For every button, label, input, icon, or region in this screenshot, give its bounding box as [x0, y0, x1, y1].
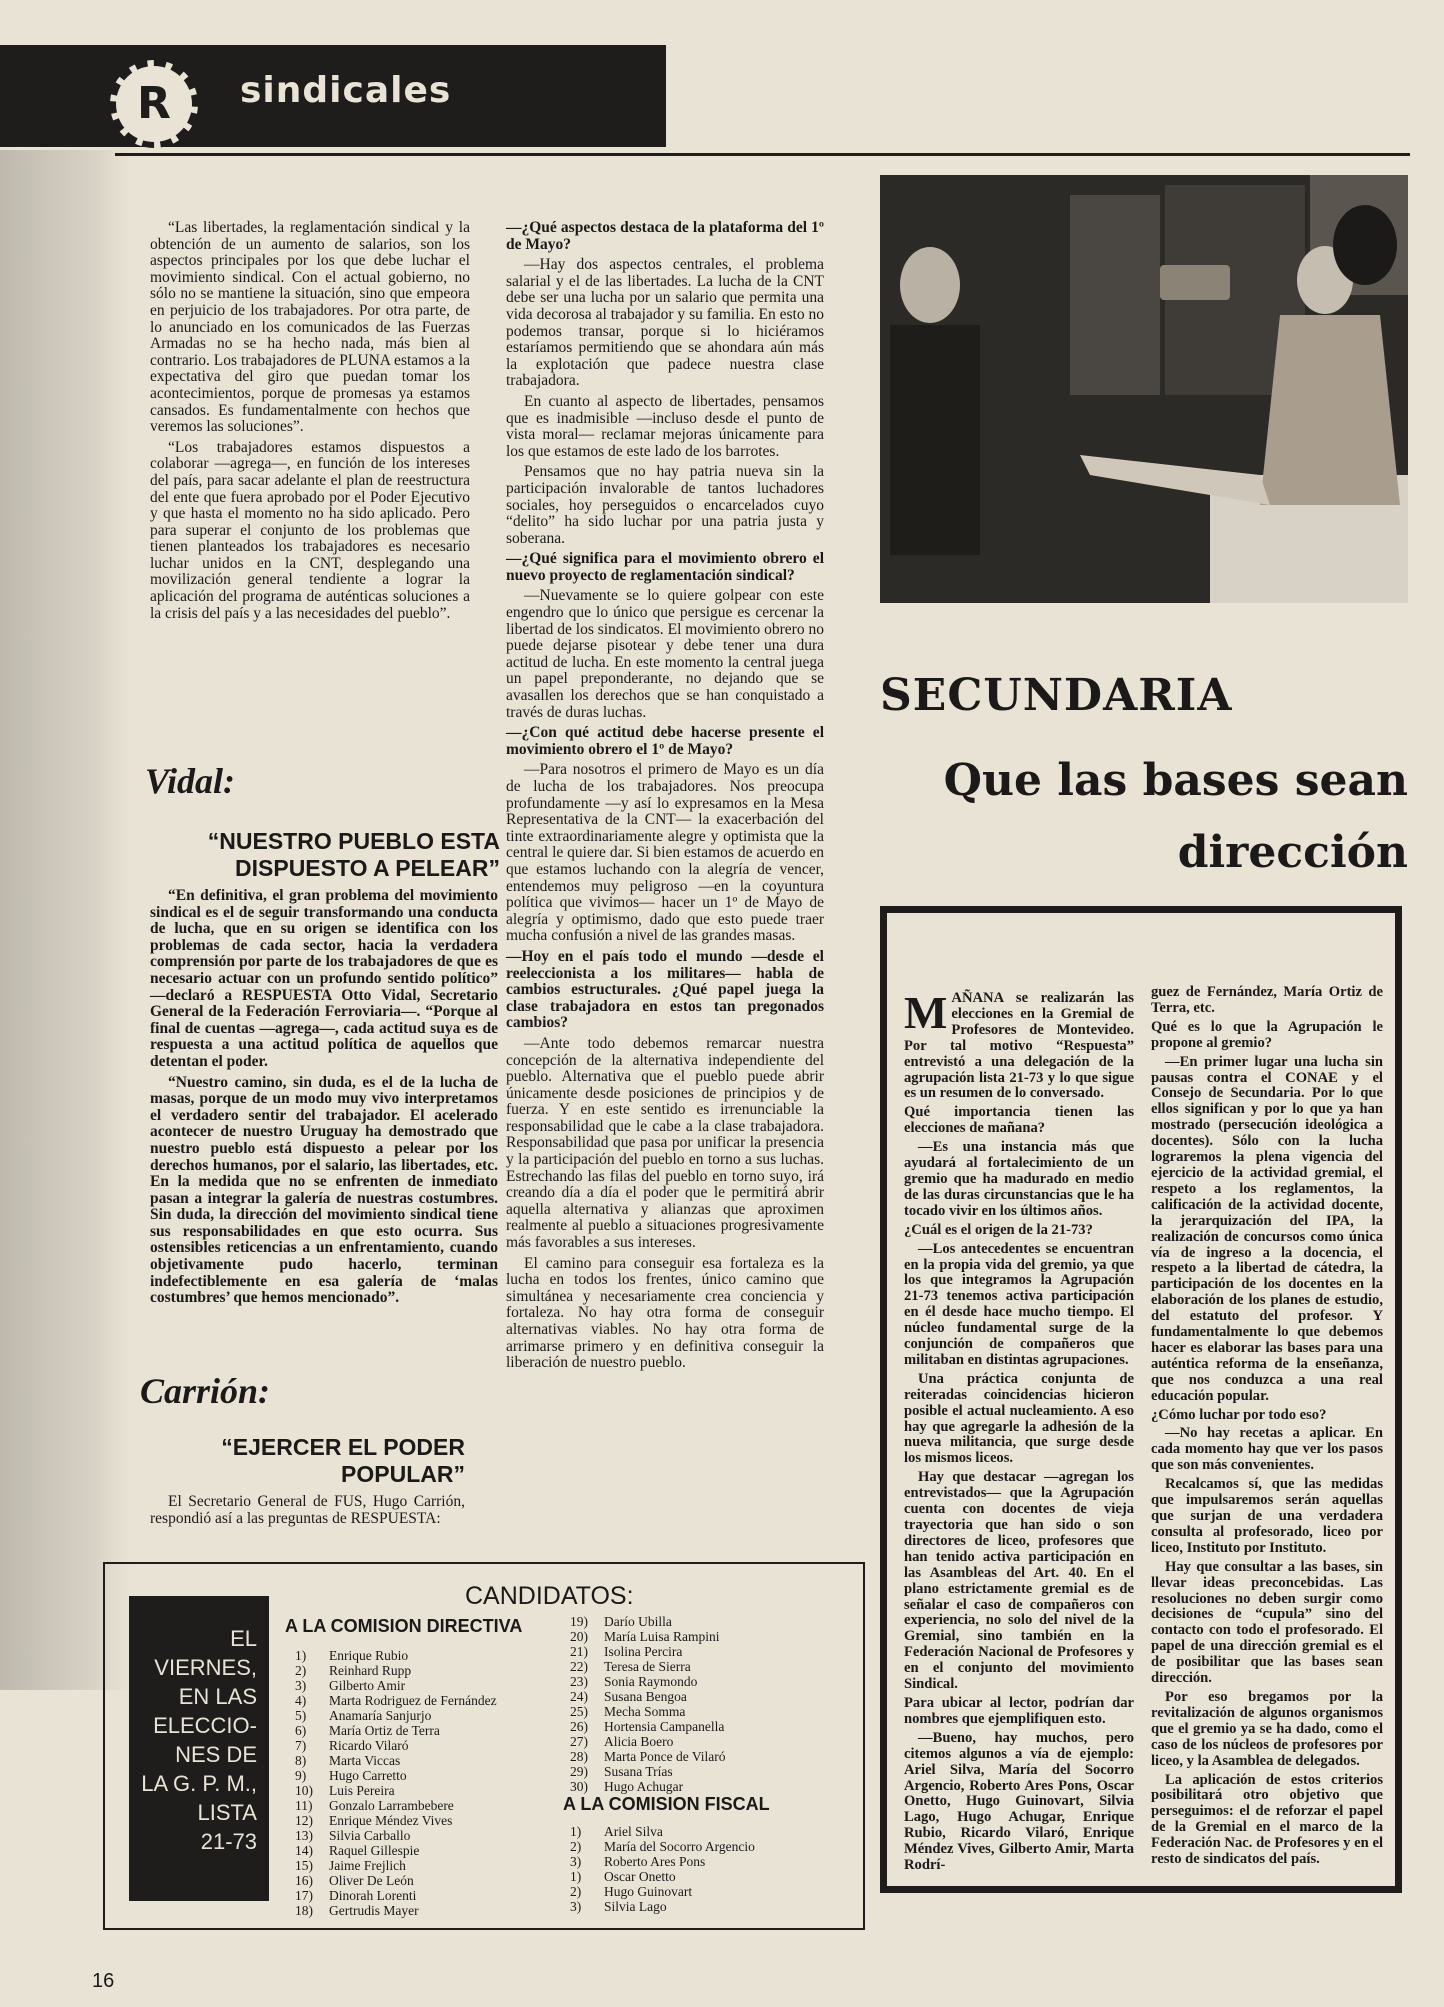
notice-line: EN LAS [178, 1684, 257, 1709]
candidate-number: 27) [570, 1734, 588, 1749]
page-number: 16 [92, 1970, 115, 1992]
candidate-number: 18) [295, 1903, 313, 1918]
answer [904, 1372, 1134, 1467]
list-item [295, 1678, 545, 1693]
text: Qué importancia tienen las elecciones de mañana? [904, 1104, 1134, 1137]
candidate-name: Gonzalo Larrambebere [329, 1798, 454, 1813]
question [904, 1105, 1134, 1137]
list-item [295, 1723, 545, 1738]
question [904, 1696, 1134, 1728]
question: —¿Con qué actitud debe hacerse presente el movimiento obrero el 1º de Mayo? [506, 724, 824, 758]
notice-line: ELECCIO- [153, 1713, 257, 1738]
candidate-number: 5) [295, 1708, 307, 1723]
question: —¿Qué aspectos destaca de la plataforma del 1º de Mayo? [506, 219, 824, 253]
candidate-name: Oscar Onetto [604, 1869, 676, 1884]
candidate-name: Marta Viccas [329, 1753, 401, 1768]
candidate-name: Darío Ubilla [604, 1614, 672, 1629]
notice-line: NES DE [175, 1742, 257, 1767]
list-item [295, 1753, 545, 1768]
list-item [295, 1828, 545, 1843]
list-item [570, 1734, 840, 1749]
candidates-box [103, 1562, 865, 1930]
notice-line: EL [230, 1626, 257, 1651]
list-item [295, 1873, 545, 1888]
candidate-number: 2) [570, 1884, 582, 1899]
list-item [295, 1738, 545, 1753]
candidate-name: Luis Pereira [329, 1783, 395, 1798]
candidate-number: 6) [295, 1723, 307, 1738]
candidate-name: Susana Bengoa [604, 1689, 687, 1704]
answer: En cuanto al aspecto de libertades, pensamos que es inadmisible —incluso desde el punto de vista moral— reclamar mejoras únicamente para los que estamos de este lado de los barrotes. [506, 392, 824, 460]
answer [904, 1731, 1134, 1874]
election-notice [129, 1596, 269, 1901]
list-item [570, 1764, 840, 1779]
candidate-name: Hortensia Campanella [604, 1719, 725, 1734]
vidal-headline: “NUESTRO PUEBLO ESTA DISPUESTO A PELEAR” [207, 828, 500, 881]
candidate-number: 1) [295, 1648, 307, 1663]
candidate-number: 7) [295, 1738, 307, 1753]
list-item [570, 1704, 840, 1719]
list-item [295, 1783, 545, 1798]
magazine-logo [110, 60, 198, 148]
drop-cap: M [904, 987, 948, 1038]
text: —No hay recetas a aplicar. En cada momento hay que ver los pasos que son más convenientes. [1151, 1425, 1383, 1474]
candidate-name: Hugo Achugar [604, 1779, 684, 1794]
text: —Es una instancia más que ayudará al fortalecimiento de un gremio que ha madurado en medio de las duras circunstancias que le ha tocado vivir en los últimos años. [904, 1139, 1134, 1219]
candidate-number: 12) [295, 1813, 313, 1828]
list-item [570, 1629, 840, 1644]
candidate-number: 21) [570, 1644, 588, 1659]
fiscal-list [570, 1824, 860, 1914]
answer: —Para nosotros el primero de Mayo es un día de lucha de los trabajadores. Nos preocupa profundamente —y así lo expresamos en la Mesa Representativa de la CNT— la exacerbación del tinte extraordinariamente alegre y optimista que la central le quiere dar. Si bien estamos de acuerdo en que estamos luchando con la alegría de vencer, entendemos muy peligroso —en la coyuntura política que vivimos— hacer un 1º de Mayo de alegría y optimismo, dado que esto puede traer mucha confusión a nivel de las grandes masas. [506, 761, 824, 945]
candidate-name: Enrique Rubio [329, 1648, 409, 1663]
candidate-name: Raquel Gillespie [329, 1843, 420, 1858]
header-rule [115, 153, 1410, 156]
candidate-number: 1) [570, 1869, 582, 1884]
candidate-name: Gertrudis Mayer [329, 1903, 419, 1918]
candidate-name: Anamaría Sanjurjo [329, 1708, 432, 1723]
candidate-number: 17) [295, 1888, 313, 1903]
list-item [570, 1644, 840, 1659]
candidate-number: 23) [570, 1674, 588, 1689]
question [904, 1223, 1134, 1239]
list-item [295, 1693, 545, 1708]
list-item [570, 1749, 840, 1764]
interview-photo [880, 175, 1408, 603]
candidate-name: Dinorah Lorenti [329, 1888, 417, 1903]
candidate-number: 1) [570, 1824, 582, 1839]
paragraph: “Los trabajadores estamos dispuestos a colaborar —agrega—, en función de los intereses del país, para sacar adelante el plan de reestructura del ente que fuera aprobado por el Poder Ejecutivo y que hasta el momento no ha sido aplicado. Pero para superar el conjunto de los problemas que tienen planteados los trabajadores es necesario luchar unidos en la CNT, desplegando una movilización general tendiente a lograr la aplicación del programa de auténticas soluciones a la crisis del país y a las necesidades del pueblo”. [150, 438, 470, 622]
directiva-list-2 [570, 1614, 840, 1794]
candidate-number: 14) [295, 1843, 313, 1858]
candidate-name: Ariel Silva [604, 1824, 663, 1839]
candidate-number: 16) [295, 1873, 313, 1888]
candidate-name: Gilberto Amir [329, 1678, 406, 1693]
vidal-body: “Nuestro camino, sin duda, es el de la lucha de masas, porque de un modo muy vivo interpretamos el verdadero sentir del trabajador. El acelerado acontecer de nuestro Uruguay ha demostrado que nuestro pueblo está dispuesto a pelear por los derechos humanos, por el salario, las libertades, etc. En la medida que no se enfrenten de inmediato pasan a integrar la galería de nuestras costumbres. Sin duda, la dirección del movimiento sindical tiene sus responsabilidades en que esto ocurra. Sus ostensibles reticencias a un enfrentamiento, cuando objetivamente pudo hacerlo, terminan indefectiblemente en esa galería de ‘malas costumbres’ que hemos mencionado”. [150, 1073, 498, 1307]
question [1151, 1408, 1383, 1424]
list-item [295, 1843, 545, 1858]
question [1151, 1020, 1383, 1052]
candidate-number: 24) [570, 1689, 588, 1704]
list-item [570, 1779, 840, 1794]
logo-letter: R [137, 78, 171, 129]
notice-line: VIERNES, [154, 1655, 257, 1680]
answer [1151, 1477, 1383, 1557]
candidate-number: 13) [295, 1828, 313, 1843]
text: Qué es lo que la Agrupación le propone al gremio? [1151, 1018, 1383, 1051]
article-headline: Que las bases sean dirección [943, 755, 1408, 878]
list-item [570, 1824, 860, 1839]
candidate-name: Mecha Somma [604, 1704, 686, 1719]
answer: El camino para conseguir esa fortaleza es la lucha en todos los frentes, único camino que simultánea y necesariamente crea conciencia y fortaleza. No hay otra forma de conseguir alternativas viables. No hay otra forma de arrimarse primero y en definitiva conseguir la liberación de nuestro pueblo. [506, 1254, 824, 1372]
candidate-number: 15) [295, 1858, 313, 1873]
candidate-name: Marta Ponce de Vilaró [604, 1749, 726, 1764]
candidate-number: 11) [295, 1798, 313, 1813]
candidate-name: Hugo Carretto [329, 1768, 407, 1783]
text: La aplicación de estos criterios posibilitará otro objetivo que perseguimos: el de reforzar el papel de la Gremial en el marco de la Federación Nac. de Profesores y en el resto de sindicatos del país. [1151, 1771, 1383, 1868]
carrion-headline: “EJERCER EL PODER POPULAR” [221, 1434, 465, 1487]
list-item [570, 1884, 860, 1899]
candidate-name: Sonia Raymondo [604, 1674, 698, 1689]
text: AÑANA se realizarán las elecciones en la Gremial de Profesores de Montevideo. Por tal motivo “Respuesta” entrevistó a una delegación de la agrupación lista 21-73 y lo que sigue es un resumen de lo conversado. [904, 990, 1134, 1102]
candidate-number: 2) [295, 1663, 307, 1678]
candidate-name: Silvia Carballo [329, 1828, 411, 1843]
candidate-number: 4) [295, 1693, 307, 1708]
box-column-2 [1151, 985, 1383, 1871]
candidate-number: 20) [570, 1629, 588, 1644]
answer [1151, 1560, 1383, 1687]
box-column-1 [904, 987, 1134, 1877]
candidate-name: Hugo Guinovart [604, 1884, 693, 1899]
page-edge-shadow [0, 150, 130, 1690]
section-label: sindicales [240, 70, 452, 111]
candidate-number: 26) [570, 1719, 588, 1734]
text: —En primer lugar una lucha sin pausas contra el CONAE y el Consejo de Secundaria. Por lo que ellos significan y por lo que ya han mostrado (persecución ideológica a docentes). Sólo con la lucha lograremos la plena vigencia del ejercicio de la actividad gremial, el respeto a los reglamentos, la calificación de la actividad docente, la jerarquización del IPA, la realización de concursos como única vía de ingreso a la docencia, el respeto a la libertad de cátedra, la participación de los docentes en la elaboración de los planes de estudio, del estatuto del profesor. Y fundamentalmente lo que debemos hacer es elaborar las bases para una auténtica reforma de la enseñanza, que nos conduzca a una real educación popular. [1151, 1053, 1383, 1404]
carrion-intro [150, 1494, 465, 1531]
vidal-text [150, 888, 498, 1311]
notice-line: LA G. P. M., [141, 1771, 257, 1796]
candidate-number: 30) [570, 1779, 588, 1794]
answer [904, 1242, 1134, 1369]
candidate-number: 19) [570, 1614, 588, 1629]
list-item [295, 1858, 545, 1873]
article-kicker: SECUNDARIA [880, 670, 1233, 721]
directiva-title: A LA COMISION DIRECTIVA [285, 1616, 523, 1636]
question: —Hoy en el país todo el mundo —desde el reeleccionista a los militares— habla de cambios estructurales. ¿Qué papel juega la clase trabajadora en estos tan pregonados cambios? [506, 947, 824, 1032]
list-item [295, 1813, 545, 1828]
list-item [570, 1839, 860, 1854]
answer [904, 1470, 1134, 1693]
list-item [570, 1659, 840, 1674]
text: Por eso bregamos por la revitalización de algunos organismos que el gremio ya se ha dado, como el caso de los núcleos de profesores por liceo, y la Asamblea de delegados. [1151, 1688, 1383, 1769]
list-item [295, 1768, 545, 1783]
candidate-name: Marta Rodriguez de Fernández [329, 1693, 497, 1708]
candidate-name: Enrique Méndez Vives [329, 1813, 453, 1828]
list-item [295, 1903, 545, 1918]
text: —Los antecedentes se encuentran en la propia vida del gremio, ya que los que integramos la Agrupación 21-73 tenemos activa participación en él desde hace mucho tiempo. El núcleo fundamental surge de la conjunción de compañeros que militaban en distintas agrupaciones. [904, 1240, 1134, 1368]
interview-box [880, 906, 1402, 1893]
candidate-number: 2) [570, 1839, 582, 1854]
candidate-name: Roberto Ares Pons [604, 1854, 706, 1869]
list-item [295, 1648, 545, 1663]
text: Una práctica conjunta de reiteradas coincidencias hicieron posible el actual nucleamiento. A eso hay que agregarle la adhesión de la nueva militancia, que surge desde los mismos liceos. [904, 1370, 1134, 1467]
answer: —Hay dos aspectos centrales, el problema salarial y el de las libertades. La lucha de la CNT debe ser una lucha por un salario que permita una vida decorosa al trabajador y su familia. En esto no podemos transar, porque si lo hiciéramos estaríamos permitiendo que se ahondara aún más la explotación que padece nuestra clase trabajadora. [506, 256, 824, 390]
candidate-name: Alicia Boero [604, 1734, 674, 1749]
carrion-intro-text: El Secretario General de FUS, Hugo Carrión, respondió así a las preguntas de RESPUESTA: [150, 1493, 465, 1527]
candidate-name: Jaime Frejlich [329, 1858, 406, 1873]
column-1 [150, 220, 470, 626]
list-item [295, 1888, 545, 1903]
candidates-title: CANDIDATOS: [465, 1582, 634, 1610]
text: Hay que destacar —agregan los entrevistados— que la Agrupación cuenta con docentes de vieja trayectoria que han sido o son directores de liceo, profesores que han tenido activa participación en las Asambleas del Art. 40. En el plano estrictamente gremial es de señalar el caso de compañeros con experiencia, no solo del nivel de la Gremial, sino también en la Federación Nacional de Profesores y en el conjunto del movimiento Sindical. [904, 1469, 1134, 1693]
candidate-number: 3) [570, 1899, 582, 1914]
candidate-number: 28) [570, 1749, 588, 1764]
list-item [570, 1899, 860, 1914]
vidal-lead: “En definitiva, el gran problema del movimiento sindical es el de seguir transformando una conducta de lucha, que en su origen se identifica con los problemas de cada sector, hacia la verdadera comprensión por parte de los trabajadores de que es necesario actuar con un profundo sentido político” —declaró a RESPUESTA Otto Vidal, Secretario General de la Federación Ferroviaria—. “Porque al final de cuentas —agrega—, cada actitud suya es de respuesta a una actitud política de aquellos que detentan el poder. [150, 887, 498, 1070]
text: Recalcamos sí, que las medidas que impulsaremos serán aquellas que surjan de una verdadera consulta al profesorado, liceo por liceo, Instituto por Instituto. [1151, 1476, 1383, 1556]
candidate-number: 25) [570, 1704, 588, 1719]
list-item [570, 1869, 860, 1884]
directiva-list-1 [295, 1648, 545, 1918]
answer [1151, 1773, 1383, 1868]
candidate-number: 9) [295, 1768, 307, 1783]
list-item [570, 1689, 840, 1704]
candidate-name: Silvia Lago [604, 1899, 667, 1914]
question: —¿Qué significa para el movimiento obrero el nuevo proyecto de reglamentación sindical? [506, 550, 824, 584]
candidate-number: 3) [570, 1854, 582, 1869]
candidate-name: Reinhard Rupp [329, 1663, 412, 1678]
column-2 [506, 220, 824, 1376]
list-item [570, 1674, 840, 1689]
candidate-name: María Ortiz de Terra [329, 1723, 440, 1738]
text: —Bueno, hay muchos, pero citemos algunos a vía de ejemplo: Ariel Silva, María del Socorro Argencio, Roberto Ares Pons, Oscar Onetto, Hugo Guinovart, Silvia Lago, Hugo Achugar, Enrique Rubio, Ricardo Vilaró, Enrique Méndez Vives, Gilberto Amir, Marta Rodrí- [904, 1729, 1134, 1874]
candidate-number: 22) [570, 1659, 588, 1674]
candidate-name: María Luisa Rampini [604, 1629, 720, 1644]
answer [904, 1140, 1134, 1220]
candidate-number: 8) [295, 1753, 307, 1768]
answer [1151, 985, 1383, 1017]
list-item [295, 1708, 545, 1723]
candidate-number: 10) [295, 1783, 313, 1798]
candidate-name: Susana Trías [604, 1764, 673, 1779]
answer [1151, 1055, 1383, 1405]
notice-line: 21-73 [200, 1829, 257, 1854]
speaker-vidal: Vidal: [145, 761, 236, 801]
candidate-number: 29) [570, 1764, 588, 1779]
text: ¿Cómo luchar por todo eso? [1151, 1406, 1327, 1423]
answer: —Nuevamente se lo quiere golpear con este engendro que lo único que persigue es cercenar la libertad de los sindicatos. El movimiento obrero no puede dejarse pisotear y debe tener una dura actitud de lucha. En este momento la central juega un papel preponderante, no dejando que se avasallen los derechos que se han conquistado a través de duras luchas. [506, 587, 824, 721]
list-item [295, 1798, 545, 1813]
speaker-carrion: Carrión: [140, 1371, 271, 1411]
answer: Pensamos que no hay patria nueva sin la participación invalorable de tantos luchadores sociales, hoy perseguidos o encarcelados cuyo “delito” ha sido luchar por una patria justa y soberana. [506, 463, 824, 547]
text: ¿Cuál es el origen de la 21-73? [904, 1221, 1093, 1238]
list-item [570, 1854, 860, 1869]
candidate-name: Teresa de Sierra [604, 1659, 691, 1674]
list-item [570, 1614, 840, 1629]
photo-illustration [880, 175, 1408, 603]
candidate-name: Ricardo Vilaró [329, 1738, 409, 1753]
text: guez de Fernández, María Ortiz de Terra, etc. [1151, 984, 1383, 1016]
answer [904, 987, 1134, 1102]
list-item [570, 1719, 840, 1734]
text: Hay que consultar a las bases, sin llevar ideas preconcebidas. Las resoluciones no deben surgir como decisiones de “cupula” sino del contacto con todo el profesorado. El papel de una dirección gremial es el de posibilitar que las bases sean dirección. [1151, 1558, 1383, 1687]
candidate-number: 3) [295, 1678, 307, 1693]
list-item [295, 1663, 545, 1678]
answer: —Ante todo debemos remarcar nuestra concepción de la alternativa independiente del pueblo. Alternativa que el pueblo puede abrir únicamente desde posiciones de principios y de fuerza. Y en este sentido es irrenunciable la responsabilidad que le cabe a la clase trabajadora. Responsabilidad que pasa por unificar la presencia y la participación del pueblo en torno a sus luchas. Estrechando las filas del pueblo en torno suyo, irá creando día a día el poder que le permitirá abrir aquella alternativa y alianzas que aproximen realmente al pueblo a situaciones progresivamente más favorables a sus intereses. [506, 1034, 824, 1252]
candidate-name: Isolina Percira [604, 1644, 683, 1659]
fiscal-title: A LA COMISION FISCAL [563, 1794, 770, 1814]
candidate-name: María del Socorro Argencio [604, 1839, 755, 1854]
candidate-name: Oliver De León [329, 1873, 414, 1888]
answer [1151, 1690, 1383, 1770]
answer [1151, 1426, 1383, 1474]
notice-line: LISTA [197, 1800, 257, 1825]
text: Para ubicar al lector, podrían dar nombres que ejemplifiquen esto. [904, 1694, 1134, 1727]
paragraph: “Las libertades, la reglamentación sindical y la obtención de un aumento de salarios, son los aspectos principales por los que debe luchar el movimiento sindical. Con el actual gobierno, no sólo no se mantiene la situación, sino que empeora en perjuicio de los trabajadores. Por otra parte, de lo anunciado en los comunicados de las Fuerzas Armadas no se ha hecho nada, más bien al contrario. Los trabajadores de PLUNA estamos a la expectativa del giro que puedan tomar los acontecimientos, porque de promesas ya estamos cansados. Es fundamentalmente con hechos que veremos las soluciones”. [150, 219, 470, 436]
